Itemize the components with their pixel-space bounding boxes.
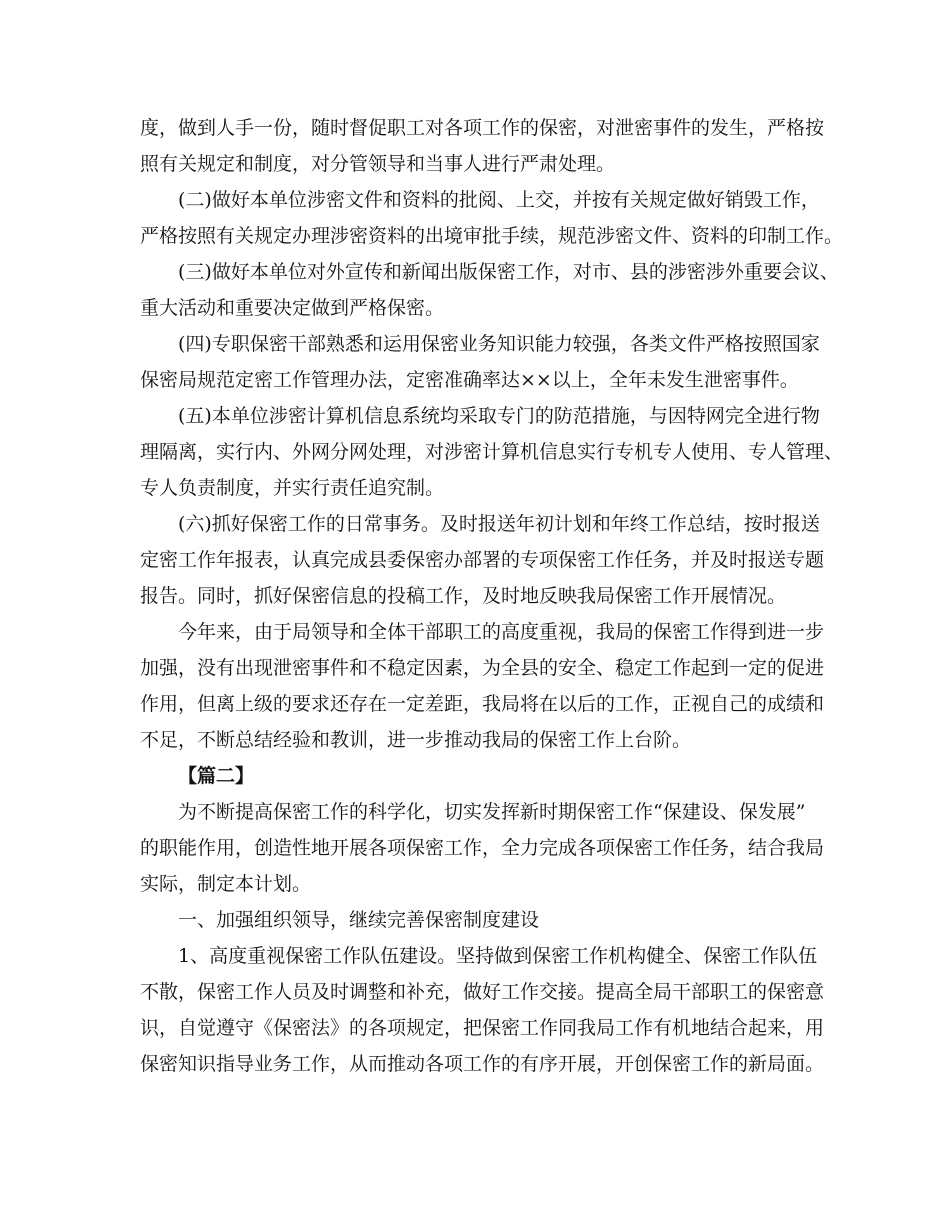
text-line: (四)专职保密干部熟悉和运用保密业务知识能力较强，各类文件严格按照国家 bbox=[178, 333, 820, 355]
text-line: 作用，但离上级的要求还存在一定差距，我局将在以后的工作，正视自己的成绩和 bbox=[140, 693, 825, 715]
text-line: 保密知识指导业务工作，从而推动各项工作的有序开展，开创保密工作的新局面。 bbox=[140, 1053, 825, 1075]
text-line: (六)抓好保密工作的日常事务。及时报送年初计划和年终工作总结，按时报送 bbox=[178, 513, 820, 535]
document-body bbox=[140, 110, 844, 1082]
text-line: 不散，保密工作人员及时调整和补充，做好工作交接。提高全局干部职工的保密意 bbox=[140, 981, 825, 1003]
text-line: 为不断提高保密工作的科学化，切实发挥新时期保密工作“保建设、保发展” bbox=[178, 801, 806, 823]
text-line: 照有关规定和制度，对分管领导和当事人进行严肃处理。 bbox=[140, 153, 616, 175]
text-line: 识，自觉遵守《保密法》的各项规定，把保密工作同我局工作有机地结合起来，用 bbox=[140, 1017, 825, 1039]
text-line: 的职能作用，创造性地开展各项保密工作，全力完成各项保密工作任务，结合我局 bbox=[140, 837, 825, 859]
text-line: 严格按照有关规定办理涉密资料的出境审批手续，规范涉密文件、资料的印制工作。 bbox=[140, 225, 844, 247]
text-line: 重大活动和重要决定做到严格保密。 bbox=[140, 297, 445, 319]
text-line: 1、高度重视保密工作队伍建设。坚持做到保密工作机构健全、保密工作队伍 bbox=[178, 945, 818, 967]
text-line: (二)做好本单位涉密文件和资料的批阅、上交，并按有关规定做好销毁工作， bbox=[178, 189, 820, 211]
text-line: 不足，不断总结经验和教训，进一步推动我局的保密工作上台阶。 bbox=[140, 729, 692, 751]
text-line: 专人负责制度，并实行责任追究制。 bbox=[140, 477, 445, 499]
text-line: 一、加强组织领导，继续完善保密制度建设 bbox=[178, 909, 540, 931]
text-line: 实际，制定本计划。 bbox=[140, 873, 312, 895]
section-heading: 【篇二】 bbox=[178, 765, 255, 787]
text-line: 加强，没有出现泄密事件和不稳定因素，为全县的安全、稳定工作起到一定的促进 bbox=[140, 657, 825, 679]
text-line: (五)本单位涉密计算机信息系统均采取专门的防范措施，与因特网完全进行物 bbox=[178, 405, 820, 427]
text-line: 保密局规范定密工作管理办法，定密准确率达××以上，全年未发生泄密事件。 bbox=[140, 369, 799, 391]
text-line: 今年来，由于局领导和全体干部职工的高度重视，我局的保密工作得到进一步 bbox=[178, 621, 825, 643]
text-line: 报告。同时，抓好保密信息的投稿工作，及时地反映我局保密工作开展情况。 bbox=[140, 585, 787, 607]
text-line: (三)做好本单位对外宣传和新闻出版保密工作，对市、县的涉密涉外重要会议、 bbox=[178, 261, 839, 283]
text-line: 定密工作年报表，认真完成县委保密办部署的专项保密工作任务，并及时报送专题 bbox=[140, 549, 825, 571]
text-line: 度，做到人手一份，随时督促职工对各项工作的保密，对泄密事件的发生，严格按 bbox=[140, 117, 825, 139]
text-line: 理隔离，实行内、外网分网处理，对涉密计算机信息实行专机专人使用、专人管理、 bbox=[140, 441, 844, 463]
